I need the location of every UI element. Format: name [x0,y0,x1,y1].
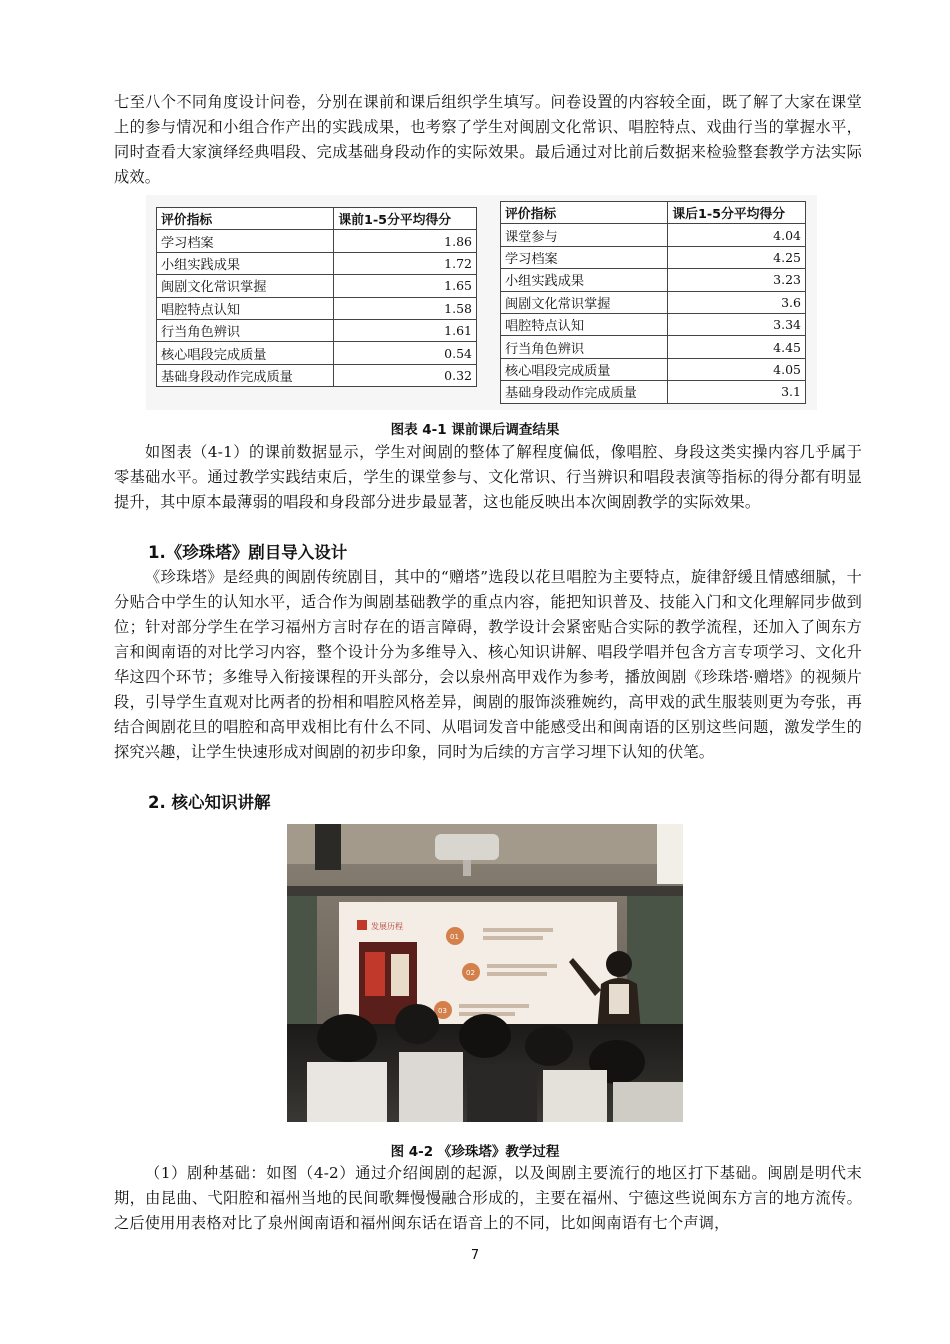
survey-tables-figure [146,195,817,410]
analysis-paragraph: 如图表（4-1）的课前数据显示，学生对闽剧的整体了解程度偏低，像唱腔、身段这类实操内容几乎属于零基础水平。通过教学实践结束后，学生的课堂参与、文化常识、行当辨识和唱段表演等指标的得分都有明显提升，其中原本最薄弱的唱段和身段部分进步最显著，这也能反映出本次闽剧教学的实际效果。 [114,443,862,511]
figure-caption: 图 4-2 《珍珠塔》教学过程 [390,1144,560,1160]
score-cell: 4.25 [668,246,806,268]
classroom-photo [287,824,683,1122]
slide-title: 发展历程 [371,922,403,931]
table-row [157,275,477,297]
design-paragraph: 《珍珠塔》是经典的闽剧传统剧目，其中的“赠塔”选段以花旦唱腔为主要特点，旋律舒缓且情感细腻，十分贴合中学生的认知水平，适合作为闽剧基础教学的重点内容，能把知识普及、技能入门和文化理解同步做到位；针对部分学生在学习福州方言时存在的语言障碍，教学设计会紧密贴合实际的教学流程，还加入了闽东方言和闽南语的对比学习内容，整个设计分为多维导入、核心知识讲解、唱段学唱并包含方言专项学习、文化升华这四个环节；多维导入衔接课程的开头部分，会以泉州高甲戏作为参考，播放闽剧《珍珠塔·赠塔》的视频片段，引导学生直观对比两者的扮相和唱腔风格差异，闽剧的服饰淡雅婉约，高甲戏的武生服装则更为夸张，再结合闽剧花旦的唱腔和高甲戏相比有什么不同、从唱词发音中能感受出和闽南语的区别这些问题，激发学生的探究兴趣，让学生快速形成对闽剧的初步印象，同时为后续的方言学习埋下认知的伏笔。 [114,568,862,761]
table-row [501,336,806,358]
score-cell: 4.05 [668,358,806,380]
table-row [157,252,477,274]
score-cell: 4.04 [668,224,806,246]
table-before-class [156,207,477,387]
score-cell: 1.58 [334,297,477,319]
table-row [501,313,806,335]
step-label: 02 [466,969,475,977]
table-header-cell: 课后1-5分平均得分 [668,202,806,224]
metric-cell: 学习档案 [157,230,334,252]
table-row [501,224,806,246]
table-header-cell: 评价指标 [501,202,668,224]
score-cell: 0.32 [334,364,477,386]
table-row [157,319,477,341]
table-row [157,297,477,319]
table-header-cell: 课前1-5分平均得分 [334,208,477,230]
score-cell: 3.6 [668,291,806,313]
body-paragraph: （1）剧种基础：如图（4-2）通过介绍闽剧的起源，以及闽剧主要流行的地区打下基础。闽剧是明代末期，由昆曲、弋阳腔和福州当地的民间歌舞慢慢融合形成的，主要在福州、宁德这些说闽东方言的地方流传。之后使用用表格对比了泉州闽南语和福州闽东话在语音上的不同，比如闽南语有七个声调， [114,1164,862,1232]
metric-cell: 核心唱段完成质量 [157,342,334,364]
score-cell: 4.45 [668,336,806,358]
score-cell: 3.23 [668,269,806,291]
metric-cell: 行当角色辨识 [501,336,668,358]
table-row [501,246,806,268]
metric-cell: 学习档案 [501,246,668,268]
table-header-row [157,208,477,230]
step-label: 03 [438,1007,447,1015]
figure-caption: 图表 4-1 课前课后调查结果 [390,422,560,438]
page-number: 7 [470,1248,480,1263]
table-after-class [500,201,806,404]
step-label: 01 [450,933,459,941]
score-cell: 1.65 [334,275,477,297]
metric-cell: 小组实践成果 [501,269,668,291]
metric-cell: 小组实践成果 [157,252,334,274]
score-cell: 1.86 [334,230,477,252]
table-row [501,291,806,313]
intro-paragraph: 七至八个不同角度设计问卷，分别在课前和课后组织学生填写。问卷设置的内容较全面，既了解了大家在课堂上的参与情况和小组合作产出的实践成果，也考察了学生对闽剧文化常识、唱腔特点、戏曲行当的掌握水平，同时查看大家演绎经典唱段、完成基础身段动作的实际效果。最后通过对比前后数据来检验整套教学方法实际成效。 [114,93,862,186]
table-row [501,358,806,380]
table-header-cell: 评价指标 [157,208,334,230]
metric-cell: 闽剧文化常识掌握 [501,291,668,313]
metric-cell: 唱腔特点认知 [501,313,668,335]
table-row [157,364,477,386]
section-heading: 1.《珍珠塔》剧目导入设计 [148,543,348,562]
score-cell: 3.1 [668,381,806,403]
metric-cell: 唱腔特点认知 [157,297,334,319]
metric-cell: 闽剧文化常识掌握 [157,275,334,297]
metric-cell: 基础身段动作完成质量 [157,364,334,386]
score-cell: 3.34 [668,313,806,335]
table-row [157,230,477,252]
metric-cell: 核心唱段完成质量 [501,358,668,380]
metric-cell: 课堂参与 [501,224,668,246]
score-cell: 1.61 [334,319,477,341]
score-cell: 1.72 [334,252,477,274]
metric-cell: 基础身段动作完成质量 [501,381,668,403]
table-row [501,381,806,403]
metric-cell: 行当角色辨识 [157,319,334,341]
score-cell: 0.54 [334,342,477,364]
table-row [157,342,477,364]
table-header-row [501,202,806,224]
section-heading: 2. 核心知识讲解 [148,793,271,812]
table-row [501,269,806,291]
